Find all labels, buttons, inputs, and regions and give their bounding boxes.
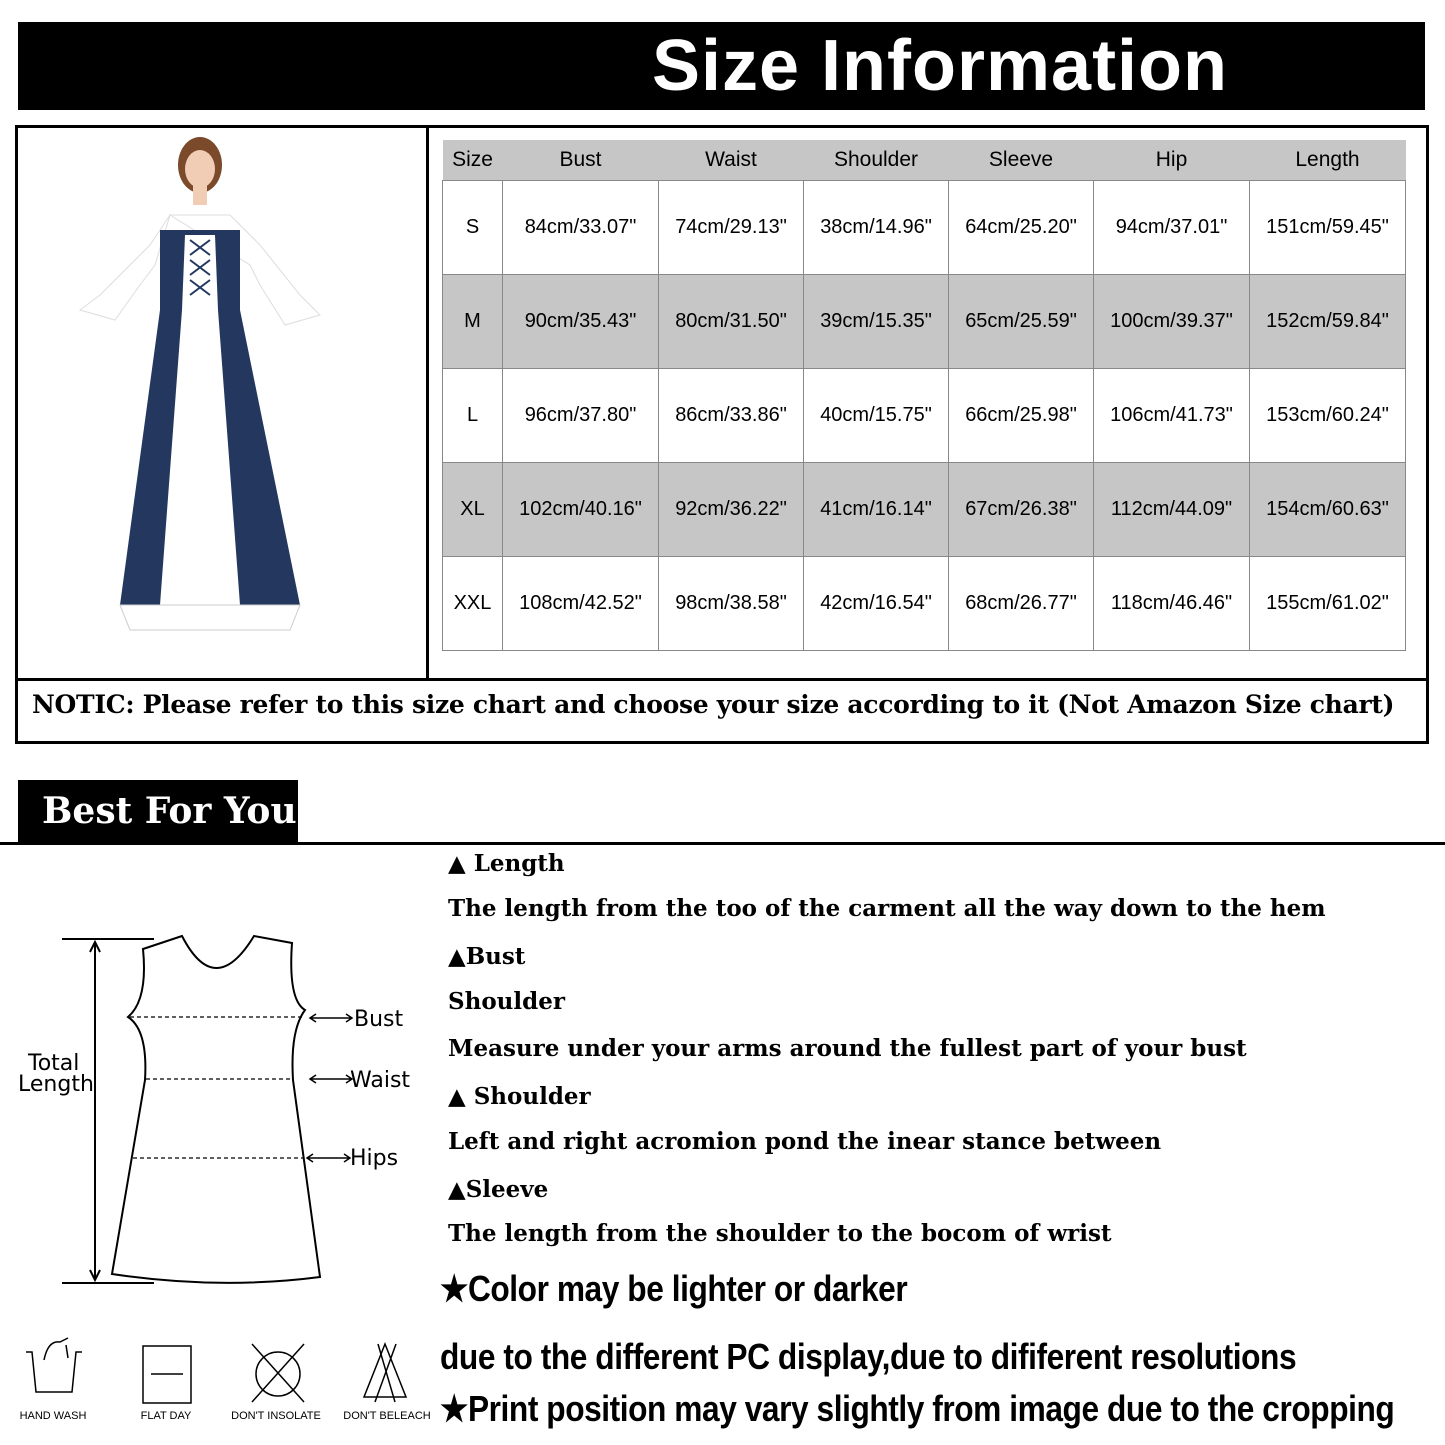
- table-row: [443, 180, 1406, 274]
- section-divider: [0, 842, 1445, 845]
- table-cell: 74cm/29.13": [659, 180, 804, 274]
- care-icons: [0, 1330, 440, 1410]
- table-cell: 118cm/46.46": [1094, 556, 1250, 650]
- instruction-text: Measure under your arms around the fullest part of your bust: [448, 1035, 1247, 1062]
- column-header: Size: [443, 140, 503, 180]
- table-cell: 108cm/42.52": [503, 556, 659, 650]
- table-cell: 64cm/25.20": [949, 180, 1094, 274]
- table-cell: 66cm/25.98": [949, 368, 1094, 462]
- care-label: DON'T INSOLATE: [231, 1410, 321, 1422]
- table-cell: 154cm/60.63": [1250, 462, 1406, 556]
- table-cell: 39cm/15.35": [804, 274, 949, 368]
- table-cell: 68cm/26.77": [949, 556, 1094, 650]
- note-text: ★Print position may vary slightly from image due to the cropping: [440, 1388, 1395, 1429]
- table-cell: 84cm/33.07": [503, 180, 659, 274]
- care-label: HAND WASH: [19, 1410, 87, 1422]
- instruction-heading: ▲ Length: [448, 850, 565, 877]
- do-not-bleach-icon: [364, 1344, 406, 1402]
- instruction-heading: ▲ Shoulder: [448, 1083, 591, 1110]
- notice-text: NOTIC: Please refer to this size chart and choose your size according to it (Not Amazon Size chart): [32, 690, 1395, 719]
- table-row: [443, 368, 1406, 462]
- table-cell: 102cm/40.16": [503, 462, 659, 556]
- column-header: Shoulder: [804, 140, 949, 180]
- table-cell: M: [443, 274, 503, 368]
- table-cell: 151cm/59.45": [1250, 180, 1406, 274]
- instruction-text: The length from the too of the carment all the way down to the hem: [448, 895, 1326, 922]
- table-cell: 106cm/41.73": [1094, 368, 1250, 462]
- note-text: ★Color may be lighter or darker: [440, 1268, 908, 1309]
- table-cell: 155cm/61.02": [1250, 556, 1406, 650]
- table-cell: 67cm/26.38": [949, 462, 1094, 556]
- divider: [15, 678, 1429, 681]
- table-cell: S: [443, 180, 503, 274]
- dress-measurement-diagram: [0, 920, 440, 1300]
- table-cell: 92cm/36.22": [659, 462, 804, 556]
- table-cell: 38cm/14.96": [804, 180, 949, 274]
- instruction-text: Left and right acromion pond the inear stance between: [448, 1128, 1162, 1155]
- instruction-text: Shoulder: [448, 988, 565, 1015]
- column-header: Bust: [503, 140, 659, 180]
- table-cell: 86cm/33.86": [659, 368, 804, 462]
- waist-label: Waist: [350, 1068, 411, 1093]
- divider: [426, 125, 429, 680]
- table-cell: 96cm/37.80": [503, 368, 659, 462]
- hips-label: Hips: [350, 1146, 399, 1171]
- table-cell: 153cm/60.24": [1250, 368, 1406, 462]
- table-cell: 98cm/38.58": [659, 556, 804, 650]
- column-header: Hip: [1094, 140, 1250, 180]
- instruction-text: The length from the shoulder to the bocom of wrist: [448, 1220, 1112, 1247]
- care-label: DON'T BELEACH: [343, 1410, 431, 1422]
- table-cell: L: [443, 368, 503, 462]
- total-length-label: Total: [28, 1051, 80, 1076]
- table-cell: 80cm/31.50": [659, 274, 804, 368]
- table-cell: 41cm/16.14": [804, 462, 949, 556]
- table-cell: 100cm/39.37": [1094, 274, 1250, 368]
- table-cell: 40cm/15.75": [804, 368, 949, 462]
- instruction-heading: ▲Sleeve: [448, 1176, 549, 1203]
- size-table: [442, 140, 1406, 651]
- column-header: Waist: [659, 140, 804, 180]
- bust-label: Bust: [354, 1007, 404, 1032]
- section-title: Best For You: [18, 780, 298, 843]
- table-cell: XL: [443, 462, 503, 556]
- table-row: [443, 462, 1406, 556]
- hand-wash-icon: [26, 1338, 82, 1392]
- note-text: due to the different PC display,due to dififerent resolutions: [440, 1336, 1297, 1377]
- do-not-tumble-icon: [252, 1344, 304, 1402]
- table-header-row: [443, 140, 1406, 180]
- table-cell: 42cm/16.54": [804, 556, 949, 650]
- table-cell: XXL: [443, 556, 503, 650]
- column-header: Length: [1250, 140, 1406, 180]
- table-cell: 112cm/44.09": [1094, 462, 1250, 556]
- total-length-label: Length: [18, 1072, 94, 1097]
- flat-dry-icon: [143, 1346, 191, 1403]
- column-header: Sleeve: [949, 140, 1094, 180]
- model-photo: [60, 135, 340, 645]
- table-cell: 90cm/35.43": [503, 274, 659, 368]
- table-cell: 65cm/25.59": [949, 274, 1094, 368]
- table-cell: 152cm/59.84": [1250, 274, 1406, 368]
- care-label: FLAT DAY: [140, 1410, 192, 1422]
- table-cell: 94cm/37.01": [1094, 180, 1250, 274]
- table-row: [443, 556, 1406, 650]
- page-title: Size Information: [651, 26, 1229, 106]
- table-row: [443, 274, 1406, 368]
- instruction-heading: ▲Bust: [448, 943, 526, 970]
